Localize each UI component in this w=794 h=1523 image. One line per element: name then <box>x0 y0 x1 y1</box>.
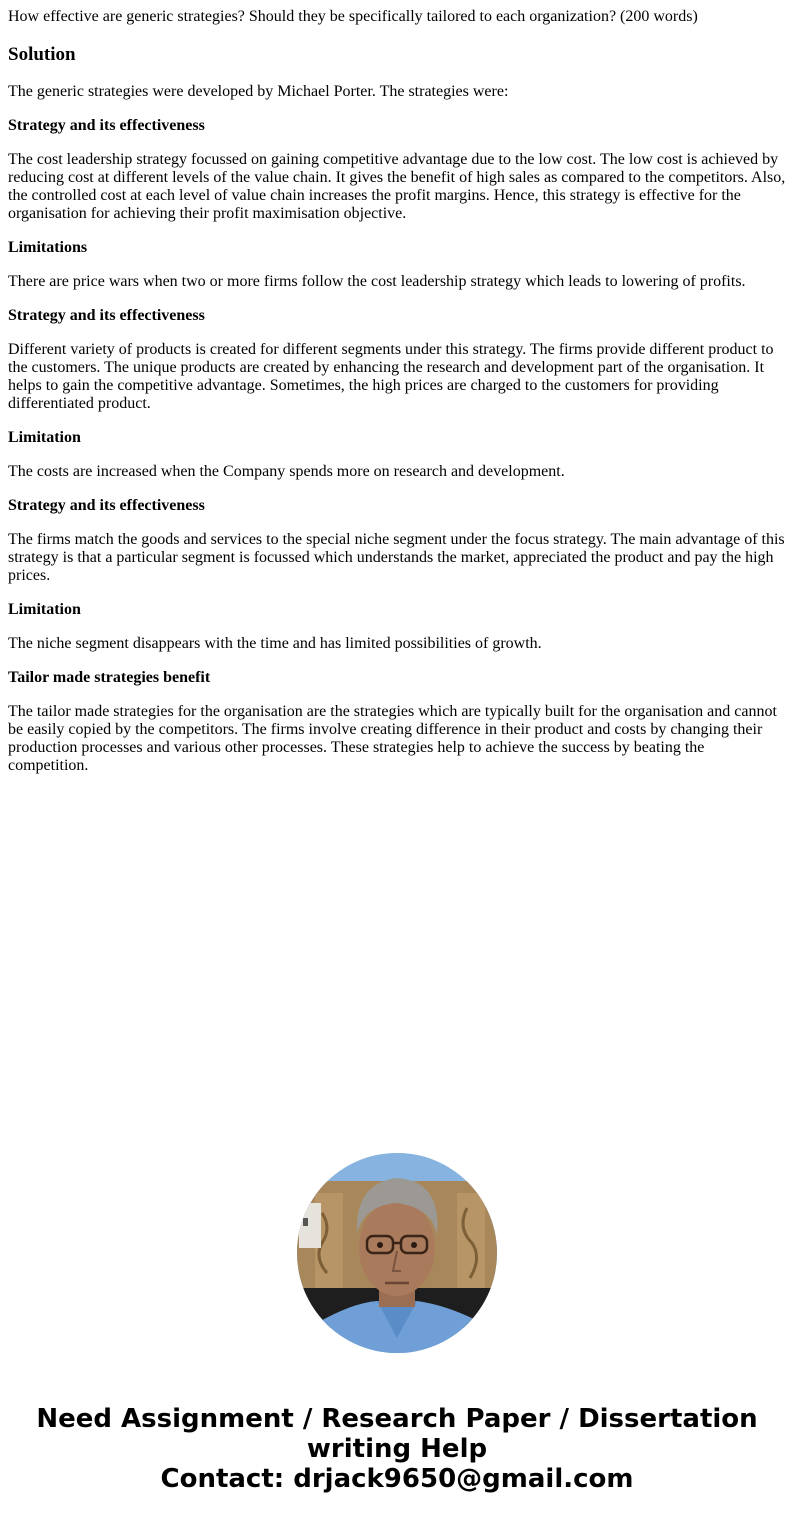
avatar <box>297 1153 497 1353</box>
section-heading-tailor-made: Tailor made strategies benefit <box>8 669 211 686</box>
section-body-cost-limitations: There are price wars when two or more firms follow the cost leadership strategy which leads to lowering of profits. <box>8 273 746 290</box>
section-body-differentiation: Different variety of products is created for different segments under this strategy. The firms provide different product to the customers. The unique products are created by enhancing the research and development part of the organisation. It helps to gain the competitive advantage. Sometimes, the high prices are charged to the customers for providing differentiated product. <box>8 341 774 412</box>
section-body-differentiation-limitation: The costs are increased when the Company spends more on research and development. <box>8 463 565 480</box>
promo-line-2: writing Help <box>306 1434 488 1464</box>
promo-contact: Contact: drjack9650@gmail.com <box>160 1464 634 1494</box>
section-heading-focus-limitation: Limitation <box>8 601 81 618</box>
section-body-focus-limitation: The niche segment disappears with the time and has limited possibilities of growth. <box>8 635 542 652</box>
section-body-tailor-made: The tailor made strategies for the organisation are the strategies which are typically built for the organisation and cannot be easily copied by the competitors. The firms involve creating difference in their product and costs by changing their production processes and various other processes. These strategies help to achieve the success by beating the competition. <box>8 703 777 774</box>
promo-line-1: Need Assignment / Research Paper / Dissertation <box>36 1404 758 1434</box>
section-heading-differentiation: Strategy and its effectiveness <box>8 307 205 324</box>
section-heading-cost-limitations: Limitations <box>8 239 88 256</box>
intro-paragraph: The generic strategies were developed by Michael Porter. The strategies were: <box>8 83 509 100</box>
section-body-cost-leadership: The cost leadership strategy focussed on gaining competitive advantage due to the low cost. The low cost is achieved by reducing cost at different levels of the value chain. It gives the benefit of high sales as compared to the competitors. Also, the controlled cost at each level of value chain increases the profit margins. Hence, this strategy is effective for the organisation for achieving their profit maximisation objective. <box>8 151 786 222</box>
section-heading-differentiation-limitation: Limitation <box>8 429 81 446</box>
question-text: How effective are generic strategies? Should they be specifically tailored to each organization? (200 words) <box>8 8 698 25</box>
section-heading-focus: Strategy and its effectiveness <box>8 497 205 514</box>
section-heading-cost-leadership: Strategy and its effectiveness <box>8 117 205 134</box>
document-body <box>8 8 786 791</box>
portrait-photo-icon <box>297 1153 497 1353</box>
section-body-focus: The firms match the goods and services to the special niche segment under the focus strategy. The main advantage of this strategy is that a particular segment is focussed which understands the market, appreciated the product and pay the high prices. <box>8 531 785 584</box>
promo-banner <box>0 1404 794 1494</box>
solution-heading: Solution <box>8 44 76 65</box>
